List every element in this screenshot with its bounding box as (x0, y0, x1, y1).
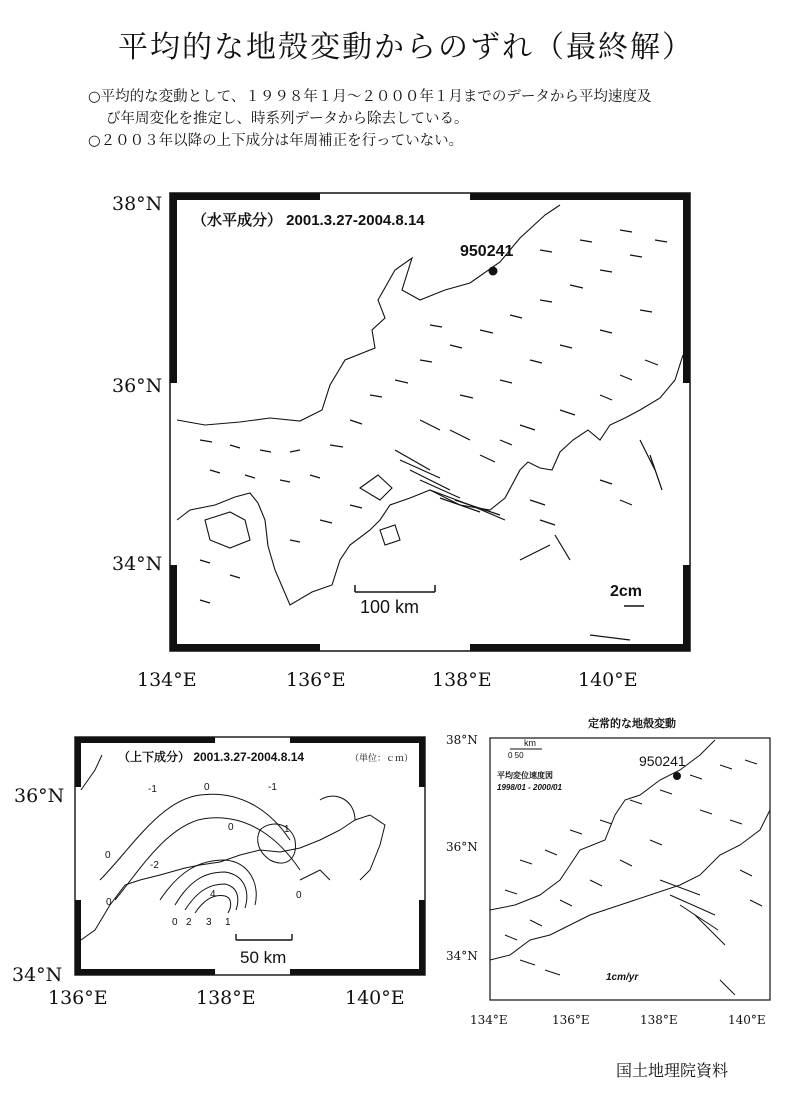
vertical-lon-138: 138°E (196, 987, 256, 1009)
main-scale-label: 100 km (360, 597, 420, 617)
vertical-lat-34: 34°N (12, 964, 63, 986)
main-station-marker (489, 267, 498, 276)
vertical-map-header: （上下成分） 2001.3.27-2004.8.14 (118, 750, 305, 764)
steady-lon-134: 134°E (470, 1013, 508, 1027)
steady-lon-138: 138°E (640, 1013, 678, 1027)
vertical-lat-36: 36°N (14, 785, 65, 807)
svg-text:4: 4 (210, 889, 216, 900)
svg-text:0: 0 (172, 917, 178, 928)
steady-map (446, 716, 770, 1027)
main-station-label: 950241 (460, 243, 514, 260)
svg-text:-1: -1 (148, 784, 157, 795)
svg-text:1: 1 (225, 917, 231, 928)
main-lon-134: 134°E (137, 669, 197, 691)
svg-text:-1: -1 (268, 782, 277, 793)
note-line-1: ○平均的な変動として、１９９８年１月～２０００年１月までのデータから平均速度及 (88, 89, 652, 105)
vertical-lon-136: 136°E (48, 987, 108, 1009)
steady-km-label: km (524, 738, 536, 748)
steady-km-ticks: 0 50 (508, 751, 524, 760)
credit: 国土地理院資料 (616, 1061, 729, 1080)
main-map-header: （水平成分） 2001.3.27-2004.8.14 (192, 212, 425, 229)
svg-text:0: 0 (296, 890, 302, 901)
steady-station-label: 950241 (639, 753, 686, 769)
svg-text:2: 2 (186, 917, 192, 928)
steady-lon-136: 136°E (552, 1013, 590, 1027)
main-map (112, 193, 690, 691)
page-title: 平均的な地殻変動からのずれ（最終解） (118, 30, 694, 65)
svg-text:0: 0 (105, 850, 111, 861)
main-vector-scale-label: 2cm (610, 583, 643, 600)
svg-text:3: 3 (206, 917, 212, 928)
note-line-2: び年周変化を推定し、時系列データから除去している。 (106, 111, 469, 127)
vertical-scale-label: 50 km (240, 948, 287, 967)
svg-text:-2: -2 (150, 860, 159, 871)
vertical-unit: （単位：ｃｍ） (350, 753, 414, 763)
steady-station-marker (673, 772, 681, 780)
svg-text:0: 0 (204, 782, 210, 793)
main-lon-136: 136°E (286, 669, 346, 691)
steady-map-title: 定常的な地殻変動 (588, 718, 676, 730)
vertical-lon-140: 140°E (345, 987, 405, 1009)
steady-lat-36: 36°N (446, 840, 478, 854)
svg-text:1: 1 (284, 824, 290, 835)
steady-legend-title: 平均変位速度図 (497, 771, 553, 780)
steady-vector-scale-label: 1cm/yr (606, 972, 639, 983)
main-lon-140: 140°E (578, 669, 638, 691)
steady-legend-period: 1998/01 - 2000/01 (497, 783, 562, 792)
note-line-3: ○２００３年以降の上下成分は年周補正を行っていない。 (88, 133, 464, 149)
steady-lat-38: 38°N (446, 733, 478, 747)
steady-lat-34: 34°N (446, 949, 478, 963)
svg-text:0: 0 (228, 822, 234, 833)
svg-text:0: 0 (106, 897, 112, 908)
main-lat-34: 34°N (112, 553, 163, 575)
vertical-map (12, 737, 425, 1009)
main-lat-38: 38°N (112, 193, 163, 215)
main-lat-36: 36°N (112, 375, 163, 397)
steady-lon-140: 140°E (728, 1013, 766, 1027)
main-lon-138: 138°E (432, 669, 492, 691)
